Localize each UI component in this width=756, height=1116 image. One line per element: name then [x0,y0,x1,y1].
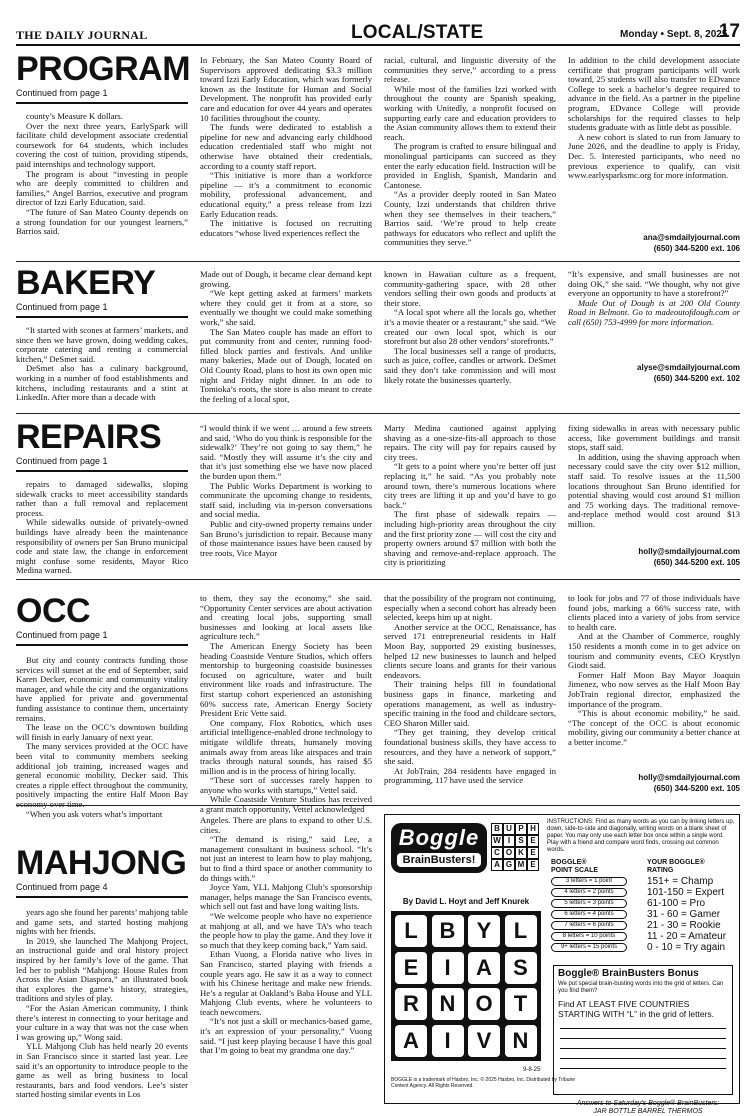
paragraph: “I would think if we went … around a few streets and said, ‘Who do you think is responsible for the sidewalk?’ They’re not going to say them,” he said. “Mostly they will assume it’s the city and that it’s just something else we have now placed the burden upon them.” [200,423,372,481]
mini-grid-letter: M [515,859,527,871]
reporter-email: holly@smdailyjournal.com [638,547,740,556]
paragraph: Another service at the OCC, Renaissance, has served 171 entrepreneurial residents in Half Moon Bay, supported 29 existing businesses, helped 12 new businesses to launch and helped clients secure loans and grants for their various endeavors. [384,621,556,680]
paragraph: “It gets to a point where you’re better off just replacing it,” he said. “As you probably note around town, there’s numerous locations where city trees are lifting it up and you’d have to go back.” [384,461,556,510]
rating-entry: 21 - 30 = Rookie [647,920,721,931]
reporter-contact [568,362,740,384]
answer-line[interactable] [560,1028,726,1029]
letter-tile[interactable]: I [432,952,464,984]
boggle-byline: By David L. Hoyt and Jeff Knurek [402,897,530,906]
mini-grid-letter: B [491,823,503,835]
story-column [16,112,188,260]
continued-label: Continued from page 1 [16,88,108,98]
paragraph: A new cohort is slated to run from January to June 2026, and the deadline to apply is Friday, Dec. 5. Interested participants, who need no previous experience to qualify, can visit www.earlysparksmc.org for more information. [568,131,740,181]
paragraph: racial, cultural, and linguistic diversity of the communities they serve,” according to a press release. [384,55,556,85]
story-column [16,480,188,578]
paragraph: The local businesses sell a range of products, such as juice, coffee, candles or artwork. DeSmet said they don’t take commission and will most likely rotate the businesses quarterly. [384,345,556,385]
paragraph: “They get training, they develop critical foundational business skills, they have access to resources, and they have a network of support,” she said. [384,727,556,767]
reporter-email: holly@smdailyjournal.com [638,773,740,782]
masthead [16,21,740,46]
story-occ [16,592,740,819]
paragraph: One company, Flox Robotics, which uses artificial intelligence-enabled drone technology to mitigate wildlife threats, humanely moving animals away from areas like airspaces and train tracks through natural sounds, has raised $5 million and is in the process of hiring locally. [200,717,372,776]
paragraph: “As a provider deeply rooted in San Mateo County, Izzi understands that children thrive when they see themselves in their teachers,” Barrios said. ‘We’re proud to help create pathways for educators who reflect and uplift the communities they serve.” [384,189,556,248]
story-column [384,594,556,804]
paragraph: Public and city-owned property remains under San Bruno’s jurisdiction to repair. Because many of those maintenance issues have been caused by tree roots, Vice Mayor [200,518,372,558]
continued-label: Continued from page 1 [16,630,108,640]
paragraph: Joyce Yam, YLL Mahjong Club’s sponsorship manager, helps manage the San Francisco events, which sell out fast and have long waiting lists. [200,882,372,912]
head-rule [16,316,188,318]
paragraph: But city and county contracts funding those services will sunset at the end of September, said Karen Decker, economic and community vitality manager, and while the city and the organizations have applied for private and governmental funding assistance to continue them, uncertainty remains. [16,655,188,723]
paragraph: The program is crafted to ensure bilingual and monolingual participants can succeed as they enter the early education field. Instruction will be provided in English, Spanish, Mandarin and Cantonese. [384,141,556,190]
story-divider [16,413,740,414]
story-column [568,424,740,536]
paragraph: In addition, using the shaving approach when necessary could save the city over $12 million, staff said. To resolve issues at the 11,500 locations throughout San Bruno identified for potential shaving would cost around $1 million and 75 working days. The traditional remove-and-replace method would cost around $13 million. [568,451,740,529]
point-scale-entry: 4 letters = 2 points [551,888,627,897]
rating-entry: 61-100 = Pro [647,898,706,909]
letter-tile[interactable]: N [432,988,464,1020]
answer-line[interactable] [560,1058,726,1059]
story-kicker: BAKERY [16,264,156,302]
point-scale-title [551,859,598,875]
reporter-phone: (650) 344-5200 ext. 105 [653,558,740,567]
answers-title: Answers to Saturday’s Boggle® BrainBusters: [576,1100,720,1107]
story-kicker: MAHJONG [16,844,187,882]
rating-entry: 31 - 60 = Gamer [647,909,721,920]
paragraph: “When you ask voters what’s important [26,808,163,819]
boggle-instructions: INSTRUCTIONS: Find as many words as you can by linking letters up, down, side-to-side and diagonally, writing words on a blank sheet of paper. You may only use each letter box once within a single word. Play with a friend and compare word finds, crossing out common words. [547,819,735,853]
paragraph: “For the Asian American community, I think there’s interest in connecting to your heritage and your culture in a way that was not the case when I was growing up,” Wong said. [16,1002,188,1042]
boggle-letter-grid [391,911,541,1061]
continued-label: Continued from page 4 [16,882,108,892]
paragraph: At JobTrain, 284 residents have engaged in programming, 117 have used the service [384,765,556,786]
story-kicker: OCC [16,592,91,630]
bonus-prompt: Find AT LEAST FIVE COUNTRIES STARTING WITH “L” in the grid of letters. [558,999,715,1019]
head-rule [16,470,188,472]
paragraph: “These sort of successes rarely happen to anyone who works with startups,” Vettel said. [200,775,372,795]
paragraph: “The demand is rising,” said Lee, a management consultant in business school. “It’s not just an interest to learn how to play mahjong, but to find a third space or another community to do things with.” [200,834,372,883]
point-scale-entry: 8 letters = 10 points [551,932,627,941]
paragraph: to them, they say the economy,” she said. “Opportunity Center services are about activation and creating local jobs, supporting small businesses and looking at local assets like agriculture tech.” [200,593,372,642]
point-scale-entry: 3 letters = 1 point [551,877,627,886]
paragraph: DeSmet also has a culinary background, working in a number of food establishments and kitchens, including restaurants and a stint at LinkedIn. After more than a decade with [16,363,188,403]
answer-line[interactable] [560,1068,726,1069]
letter-tile[interactable]: L [395,915,427,947]
reporter-email: ana@smdailyjournal.com [643,233,740,242]
letter-tile[interactable]: V [468,1025,500,1057]
story-divider [16,579,740,580]
story-column [568,594,740,750]
story-column [16,326,188,412]
paragraph: In February, the San Mateo County Board of Supervisors approved dedicating $3.3 million toward Izzi Early Education, which was formerly known as the Institute for Human and Social Development. The nonprofit has provided early care and education for over 44 years and operates 10 facilities throughout the county. [200,55,372,123]
letter-tile[interactable]: B [432,915,464,947]
letter-tile[interactable]: R [395,988,427,1020]
story-column [16,655,188,819]
letter-tile[interactable]: E [395,952,427,984]
mini-grid-letter: E [527,859,539,871]
mini-grid-letter: W [491,835,503,847]
story-program [16,52,740,262]
paragraph: to look for jobs and 77 of those individuals have found jobs, marking a 66% success rate, with clients placed into a variety of jobs from service to health care. [568,593,740,632]
paragraph: fixing sidewalks in areas with necessary public access, like government buildings and transit stops, staff said. [568,423,740,453]
letter-tile[interactable]: A [468,952,500,984]
paragraph: Marty Medina cautioned against applying shaving as a one-size-fits-all approach to those repairs. The city will pay for repairs caused by city trees. [384,423,556,462]
reporter-contact [568,772,740,794]
head-rule [16,644,188,646]
point-scale-entry: 9+ letters = 15 points [551,943,627,952]
letter-tile[interactable]: O [468,988,500,1020]
rating-entry: 0 - 10 = Try again [647,942,726,953]
paragraph: The funds were dedicated to establish a pipeline for new and advancing early childhood education credentialed staff who might not otherwise have obtained their credentials, according to a county staff report. [200,122,372,171]
paragraph: “This initiative is more than a workforce pipeline — it’s a commitment to economic mobility, professional advancement, and educational equity,” a press release from Izzi Early Education reads. [200,170,372,219]
mini-grid-letter: O [503,847,515,859]
story-column [568,56,740,206]
paragraph: The lease on the OCC’s downtown building will finish in early January of next year. [16,722,188,742]
bonus-instructions: We put special brain-busting words into the grid of letters. Can you find them? [558,981,724,994]
paragraph: “It started with scones at farmers’ markets, and since then we have grown, doing wedding cakes, corporate catering and renting a commercial kitchen,” DeSmet said. [16,325,188,364]
mini-grid-letter: E [527,835,539,847]
story-divider [16,805,740,806]
story-bakery [16,266,740,414]
paragraph: Made Out of Dough is at 200 Old County Road in Belmont. Go to madeoutofdough.com or call (650) 753-4999 for more information. [568,297,740,327]
story-head [16,846,188,896]
reporter-phone: (650) 344-5200 ext. 102 [653,374,740,383]
story-column [200,56,372,260]
story-head [16,420,188,470]
paragraph: “This is about economic mobility,” he said. “The concept of the OCC is about economic mobility, giving our community a better chance at a better income.” [568,708,740,747]
story-column [200,424,372,578]
letter-tile[interactable]: N [505,1025,537,1057]
paragraph: “The future of San Mateo County depends on a strong foundation for our youngest learners,” Barrios said. [16,206,188,237]
story-repairs [16,420,740,580]
reporter-contact [568,232,740,254]
paragraph: years ago she found her parents’ mahjong table and game sets, and started hosting mahjong nights with her friends. [16,907,188,937]
paragraph: The program is about “investing in people who are deeply committed to children and families,” Angel Barrios, executive and program director of Izzi Early Education, said. [16,168,188,208]
letter-tile[interactable]: L [505,915,537,947]
head-rule [16,102,188,104]
mini-grid-letter: H [527,823,539,835]
paragraph: “It’s not just a skill or mechanics-based game, it’s an expression of your personality,” Vuong said. “I just keep playing because I have this goal that I’m going to beat my grandma one day.” [200,1016,372,1056]
story-column [568,270,740,358]
paragraph: Former Half Moon Bay Mayor Joaquin Jimenez, who now serves as the Half Moon Bay JobTrain regional director, emphasized the importance of the program. [568,669,740,709]
continued-label: Continued from page 1 [16,456,108,466]
paragraph: The Public Works Department is working to communicate the upcoming change to residents, staff said, including via in-person conversations and social media. [200,480,372,520]
paragraph: In addition to the child development associate certificate that program participants will work toward, 25 students will also transfer to EDvance College to seek a bachelor’s degree required to advance in the field. As a partner in the pipeline program, EDvance College will provide scholarships for the required classes to help students graduate with as little debt as possible. [568,55,740,133]
paragraph: While Coastside Venture Studios has received a grant match opportunity, Vettel acknowledged [200,794,372,815]
rating-entry: 151+ = Champ [647,876,714,887]
section-title: LOCAL/STATE [351,22,484,43]
boggle-puzzle [384,814,740,1104]
paragraph: YLL Mahjong Club has held nearly 20 events in San Francisco since it started last year. Lee said it’s an opportunity to introduce people to the game as well as bring business to local restaurants, bars and food vendors. Lee’s sister started hosting similar events in Los [16,1041,188,1100]
paragraph: The initiative is focused on recruiting educators “whose lived experiences reflect the [200,218,372,238]
story-head [16,594,188,644]
story-column [384,56,556,260]
story-kicker: REPAIRS [16,418,162,456]
previous-answers [556,1100,740,1116]
reporter-contact [568,546,740,568]
mini-grid-letter: C [491,847,503,859]
newspaper-name: THE DAILY JOURNAL [16,28,148,42]
mini-grid-letter: S [515,835,527,847]
paragraph: The American Energy Society has been heading Coastside Venture Studios, which offers mentorship to burgeoning coastside businesses focused on agriculture, water and built environment like roads and infrastructure. The first startup cohort experienced an astonishing 60% success rate, American Energy Society President Eric Vette said. [200,640,372,719]
paragraph: In 2019, she launched The Mahjong Project, an instructional guide and oral history project inspired by her family’s love of the game. That led her to publish “Mahjong: House Rules from Across the Asian Diaspora,” an illustrated book that explores the game’s history, strategies, traditions and styles of play. [16,935,188,1004]
paragraph: While sidewalks outside of privately-owned buildings have already been the maintenance responsibility of owners per San Bruno municipal code and state law, the change in enforcement might confuse some residents, Mayor Rico Medina warned. [16,517,188,576]
trademark-notice: BOGGLE is a trademark of Hasbro, Inc. © 2025 Hasbro, Inc. Distributed by Tribune Content Agency. All Rights Reserved. [391,1077,576,1089]
paragraph: Over the next three years, EarlySpark will facilitate child development associate credential coursework for 64 students, which includes covering the cost of tuition, providing stipends, paid internships and technology support. [16,120,188,169]
paragraph: that the possibility of the program not continuing, especially when a second cohort has already been selected, keeps him up at night. [384,593,556,623]
story-column [200,270,372,412]
paragraph: While most of the families Izzi worked with throughout the county are Spanish speaking, working with Unitedly, a nonprofit focused on supporting early care and education providers to the Asian community allows them to extend their reach. [384,83,556,142]
point-scale-entry: 6 letters = 4 points [551,910,627,919]
rating-entry: 11 - 20 = Amateur [647,931,727,942]
paragraph: Angeles. There are plans to expand to other U.S. cities. [200,815,372,835]
point-scale-title-line: POINT SCALE [551,867,599,874]
boggle-logo-subtitle: BrainBusters! [397,853,481,867]
paragraph: The first phase of sidewalk repairs — including high-priority areas throughout the city and the first priority zone — will cost the city and property owners around $7 million with both the shaving and remove-and-replace approach. The city is prioritizing [384,509,556,568]
continued-label: Continued from page 1 [16,302,108,312]
story-column [200,816,372,1106]
mini-grid-letter: E [527,847,539,859]
letter-tile[interactable]: S [505,952,537,984]
paragraph: “A local spot where all the locals go, whether it’s a movie theater or a restaurant,” she said. “We created our own local spot, which is our storefront but also 28 other vendors’ storefronts.” [384,307,556,347]
story-head [16,50,191,102]
mini-grid-letter: A [491,859,503,871]
mini-grid-letter: P [515,823,527,835]
paragraph: Their training helps fill in foundational business gaps in finance, marketing and operations management, as well as industry-specific training in the food and childcare sectors, CEO Sharon Miller said. [384,679,556,728]
paragraph: known in Hawaiian culture as a frequent, community-gathering space, with 28 other vendors selling their own goods and products at their store. [384,269,556,308]
rating-title [647,859,705,875]
paragraph: Ethan Vuong, a Florida native who lives in San Francisco, started playing with friends a couple years ago. He saw it as a way to connect with his Chinese heritage and make new friends. He’s a regular at Oakland’s Baba House and YLL Mahjong Club events, where he volunteers to teach newcomers. [200,949,372,1017]
paragraph: “It’s expensive, and small businesses are not doing OK,” she said. “We thought, why not give everyone an opportunity to have a storefront?” [568,269,740,299]
puzzle-date: 9-8-25 [523,1067,541,1073]
reporter-email: alyse@smdailyjournal.com [637,363,740,372]
paragraph: The many services provided at the OCC have been vital to community members seeking additional job training, increased wages and general economic mobility, Decker said. This creates a ripple effect throughout the community, positively impacting the entire Half Moon Bay economy over time. [16,741,188,809]
letter-tile[interactable]: I [432,1025,464,1057]
point-scale-title-line: BOGGLE® [551,859,587,866]
mini-grid-letter: I [503,835,515,847]
paragraph: Made out of Dough, it became clear demand kept growing. [200,269,372,289]
boggle-logo-title: Boggle [398,825,480,850]
mini-grid-letter: G [503,859,515,871]
paragraph: “We welcome people who have no experience at mahjong at all, and we have TA’s who teach the people how to play the game. And they love it so much that they keep coming back,” Yam said. [200,910,372,950]
story-kicker: PROGRAM [16,50,191,88]
reporter-phone: (650) 344-5200 ext. 106 [653,244,740,253]
letter-tile[interactable]: Y [468,915,500,947]
bonus-title: Boggle® BrainBusters Bonus [558,968,699,979]
paragraph: repairs to damaged sidewalks, sloping sidewalk cracks to meet accessibility standards rather than a full removal and replacement process. [16,479,188,518]
boggle-logo [391,823,487,873]
story-column [384,270,556,412]
paragraph: And at the Chamber of Commerce, roughly 150 residents a month come in to get advice on tourism and community events, CEO Krystlyn Giodt said. [568,631,740,671]
page-number: 17 [718,21,740,42]
paragraph: The San Mateo couple has made an effort to put community front and center, running food-filled block parties and festivals. And unlike many bakeries, Made out of Dough, located on Old County Road, plans to host its own open mic night and Friday night dinner. In an ode to Tomioka’s roots, the store is also meant to create the feeling of a local spot, [200,326,372,404]
boggle-mini-grid [491,823,541,873]
story-column [200,593,372,815]
bonus-box [553,965,733,1095]
letter-tile[interactable]: A [395,1025,427,1057]
answer-line[interactable] [560,1048,726,1049]
rating-title-line: YOUR BOGGLE® [647,859,705,866]
paragraph: “We kept getting asked at farmers’ markets where they could get it from at a store, so eventually we thought we could make something work,” she said. [200,288,372,327]
story-head [16,266,188,316]
mini-grid-letter: K [515,847,527,859]
issue-date: Monday • Sept. 8, 2025 [620,29,728,40]
rating-entry: 101-150 = Expert [647,887,724,898]
mini-grid-letter: U [503,823,515,835]
rating-title-line: RATING [647,867,674,874]
point-scale-entry: 7 letters = 6 points [551,921,627,930]
story-column [384,424,556,578]
letter-tile[interactable]: T [505,988,537,1020]
paragraph: county’s Measure K dollars. [26,111,123,121]
head-rule [16,896,188,898]
reporter-phone: (650) 344-5200 ext. 105 [653,784,740,793]
story-column [16,908,188,1106]
answers-words: JAR BOTTLE BARREL THERMOS [593,1108,703,1115]
point-scale-entry: 5 letters = 3 points [551,899,627,908]
answer-line[interactable] [560,1038,726,1039]
story-divider [16,261,740,262]
